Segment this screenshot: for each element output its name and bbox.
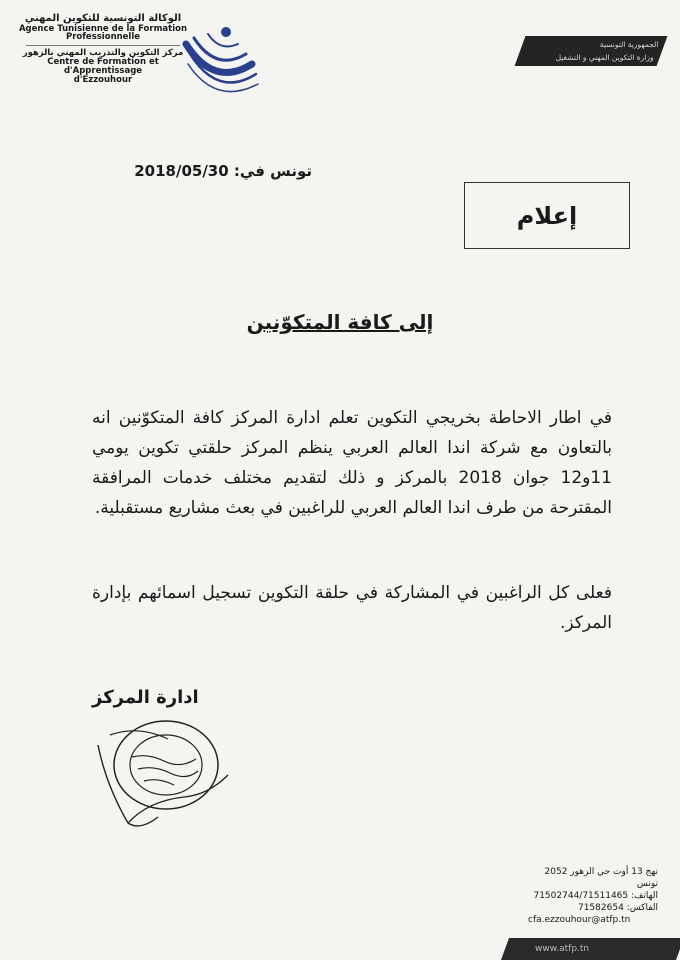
document-date: تونس في: 2018/05/30 — [134, 162, 312, 180]
website-bar — [501, 938, 680, 960]
contact-footer — [528, 866, 658, 926]
footer-address: نهج 13 أوت حي الزهور 2052 تونس — [544, 867, 658, 889]
footer-fax: الفاكس: 71582654 — [577, 903, 658, 913]
official-stamp-icon — [88, 705, 238, 835]
agency-header — [18, 14, 188, 85]
document-title: إعلام — [516, 201, 578, 230]
title-box — [464, 182, 630, 249]
body-paragraph-2: فعلى كل الراغبين في المشاركة في حلقة التكوين تسجيل اسمائهم بإدارة المركز. — [92, 583, 612, 633]
website-link[interactable]: www.atfp.tn — [535, 944, 590, 954]
ministry-line-1: الجمهورية التونسية — [599, 40, 659, 49]
body-paragraph-1: في اطار الاحاطة بخريجي التكوين تعلم ادارة المركز كافة المتكوّنين انه بالتعاون مع شركة اندا العالم العربي ينظم المركز حلقتي تكوين يومي 11و12 جوان 2018 بالمركز و ذلك لتقديم مختلف خدمات المرافقة المقترحة من طرف اندا العالم العربي للراغبين في بعث مشاريع مستقبلية. — [92, 408, 612, 518]
center-name-fr-line1: Centre de Formation et d'Apprentissage — [47, 57, 159, 77]
center-name-ar: مركز التكوين والتدريب المهني بالزهور — [22, 48, 184, 59]
ministry-badge — [515, 36, 668, 66]
ministry-line-2: وزارة التكوين المهني و التشغيل — [555, 53, 654, 62]
agency-name-ar: الوكالة التونسية للتكوين المهني — [24, 13, 182, 24]
agency-name-fr-line1: Agence Tunisienne de la Formation — [18, 23, 188, 34]
footer-email[interactable]: cfa.ezzouhour@atfp.tn — [528, 915, 631, 925]
signature-label: ادارة المركز — [92, 687, 199, 708]
header-divider — [26, 45, 180, 46]
atfp-logo-icon — [168, 14, 260, 98]
footer-phone: الهاتف: 71502744/71511465 — [533, 891, 658, 901]
agency-name-fr-line2: Professionnelle — [65, 32, 141, 43]
center-name-fr-line2: d'Ezzouhour — [73, 75, 133, 86]
addressee-heading: إلى كافة المتكوّنين — [246, 310, 434, 334]
